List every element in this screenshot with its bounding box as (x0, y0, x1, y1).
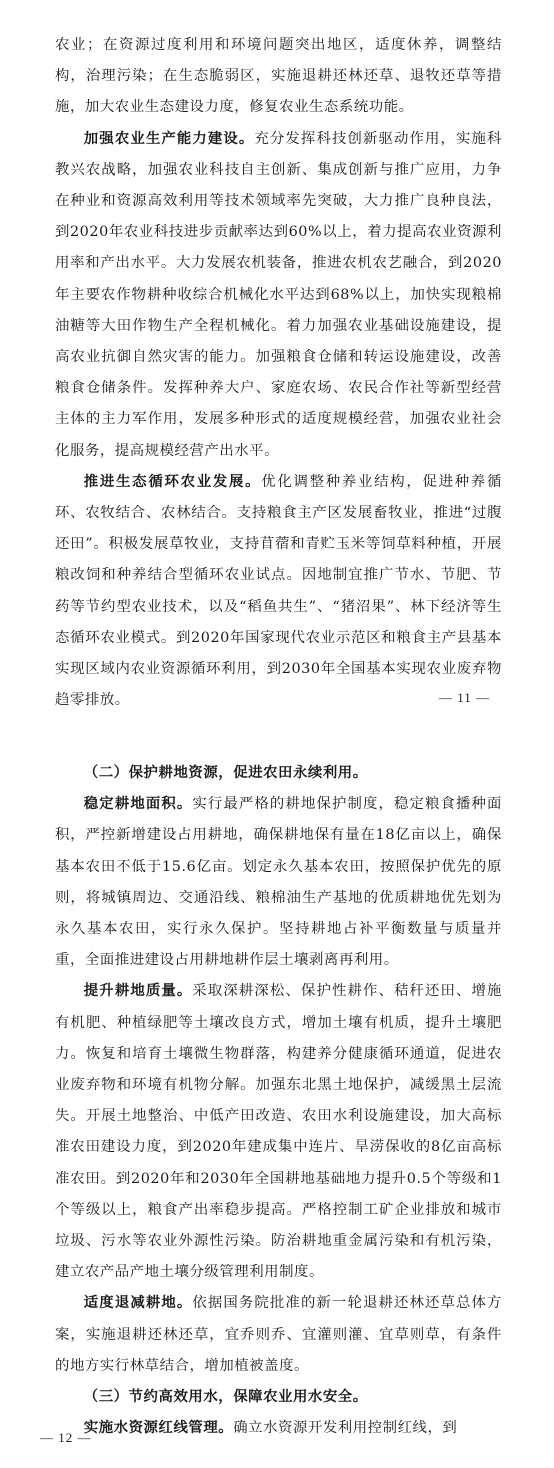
page-12-body (55, 758, 502, 1444)
paragraph-text: 实行最严格的耕地保护制度，稳定粮食播种面积，严控新增建设占用耕地，确保耕地保有量在18亿亩以上，确保基本农田不低于15.6亿亩。划定永久基本农田，按照保护优先的原则，将城镇周边、交通沿线、粮棉油生产基地的优质耕地优先划为永久基本农田，实行永久保护。坚持耕地占补平衡数量与质量并重，全面推进建设占用耕地耕作层土壤剥离再利用。 (55, 796, 502, 969)
paragraph-lead: 实施水资源红线管理。 (83, 1420, 234, 1437)
page-11-body (55, 30, 502, 716)
paragraph-lead: 稳定耕地面积。 (83, 796, 193, 813)
page-12 (0, 722, 554, 1468)
paragraph-text: 确立水资源开发利用控制红线，到 (233, 1420, 458, 1437)
paragraph-text: 充分发挥科技创新驱动作用，实施科教兴农战略，加强农业科技自主创新、集成创新与推广应用，力争在种业和资源高效利用等技术领域率先突破，大力推广良种良法，到2020年农业科技进步贡献率达到60%以上，着力提高农业资源利用率和产出水平。大力发展农机装备，推进农机农艺融合，到2020年主要农作物耕种收综合机械化水平达到68%以上，加快实现粮棉油糖等大田作物生产全程机械化。着力加强农业基础设施建设，提高农业抗御自然灾害的能力。加强粮食仓储和转运设施建设，改善粮食仓储条件。发挥种养大户、家庭农场、农民合作社等新型经营主体的主力军作用，发展多种形式的适度规模经营，加强农业社会化服务，提高规模经营产出水平。 (55, 130, 502, 459)
section-heading: （三）节约高效用水，保障农业用水安全。 (83, 1389, 368, 1406)
paragraph-lead: 适度退减耕地。 (83, 1295, 193, 1312)
paragraph-text: 采取深耕深松、保护性耕作、秸秆还田、增施有机肥、种植绿肥等土壤改良方式，增加土壤有机质，提升土壤肥力。恢复和培育土壤微生物群落，构建养分健康循环通道，促进农业废弃物和环境有机物分解。加强东北黑土地保护，减缓黑土层流失。开展土地整治、中低产田改造、农田水利设施建设，加大高标准农田建设力度，到2020年建成集中连片、旱涝保收的8亿亩高标准农田。到2020年和2030年全国耕地基础地力提升0.5个等级和1个等级以上，粮食产出率稳步提高。严格控制工矿企业排放和城市垃圾、污水等农业外源性污染。防治耕地重金属污染和有机污染，建立农产品产地土壤分级管理利用制度。 (55, 983, 502, 1281)
paragraph-text: 依据国务院批准的新一轮退耕还林还草总体方案，实施退耕还林还草，宜乔则乔、宜灌则灌、宜草则草，有条件的地方实行林草结合，增加植被盖度。 (55, 1295, 502, 1374)
page-11 (0, 0, 554, 722)
paragraph-reduce-farmland (55, 1288, 502, 1382)
paragraph-production-capacity (55, 124, 502, 467)
paragraph-text: 优化调整种养业结构，促进种养循环、农牧结合、农林结合。支持粮食主产区发展畜牧业，推进“过腹还田”。积极发展草牧业，支持苜蓿和青贮玉米等饲草料种植，开展粮改饲和种养结合型循环农业试点。因地制宜推广节水、节肥、节药等节约型农业技术，以及“稻鱼共生”、“猪沼果”、林下经济等生态循环农业模式。到2020年国家现代农业示范区和粮食主产县基本实现区域内农业资源循环利用，到2030年全国基本实现农业废弃物趋零排放。 (55, 473, 502, 709)
paragraph-lead: 推进生态循环农业发展。 (83, 473, 262, 490)
paragraph-text: 农业；在资源过度利用和环境问题突出地区，适度休养，调整结构，治理污染；在生态脆弱区，实施退耕还林还草、退牧还草等措施，加大农业生态建设力度，修复农业生态系统功能。 (55, 37, 502, 116)
paragraph-improve-quality (55, 976, 502, 1288)
page-number: — 12 — (40, 1430, 92, 1445)
paragraph-water-redline (55, 1413, 502, 1444)
section-heading: （二）保护耕地资源，促进农田永续利用。 (83, 765, 368, 781)
paragraph-stabilize-area (55, 789, 502, 976)
paragraph-eco-circular (55, 467, 502, 717)
page-number: — 11 — (438, 690, 490, 705)
paragraph-lead: 加强农业生产能力建设。 (83, 130, 255, 147)
paragraph-lead: 提升耕地质量。 (83, 983, 193, 1000)
paragraph-continuation (55, 30, 502, 124)
